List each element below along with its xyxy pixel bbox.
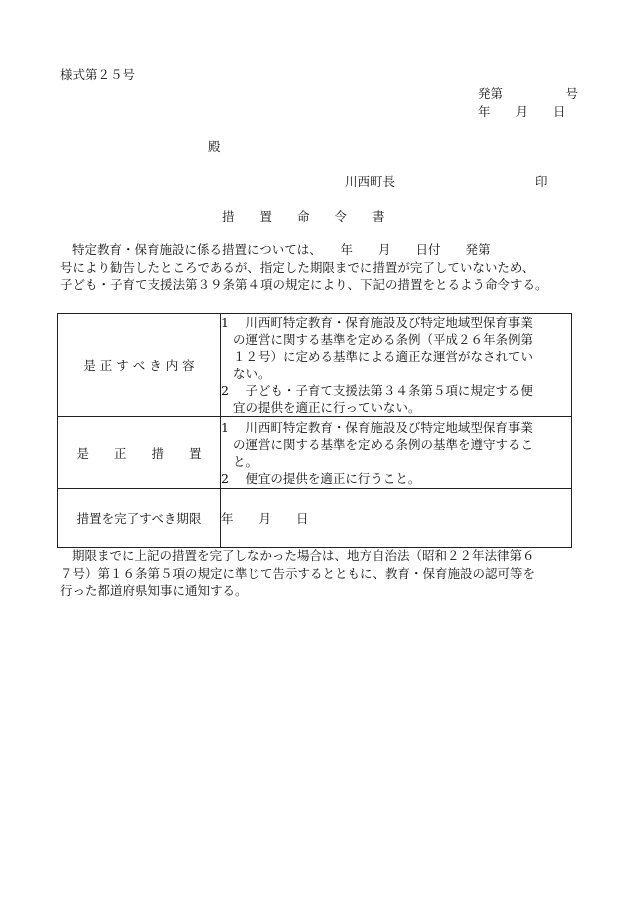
addressee-suffix: 殿 bbox=[208, 139, 221, 154]
footer-paragraph bbox=[60, 547, 580, 600]
issue-date: 年 月 日 bbox=[478, 104, 566, 119]
correction-measures-cell bbox=[221, 417, 572, 489]
table-row bbox=[58, 314, 572, 417]
footer-line: ７号）第１６条第５項の規定に準じて告示するとともに、教育・保育施設の認可等を bbox=[60, 565, 536, 581]
body-line: 子ども・子育て支援法第３９条第４項の規定により、下記の措置をとるよう命令する。 bbox=[60, 277, 548, 292]
footer-line: 期限までに上記の措置を完了しなかった場合は、地方自治法（昭和２２年法律第６ bbox=[72, 548, 535, 563]
body-line: 号により勧告したところであるが、指定した期限までに措置が完了していないため、 bbox=[60, 259, 535, 275]
form-number: 様式第２５号 bbox=[60, 67, 136, 82]
seal-mark: 印 bbox=[535, 174, 548, 189]
correction-content-cell bbox=[221, 314, 572, 417]
list-item: 2 便宜の提供を適正に行うこと。 bbox=[221, 470, 421, 486]
measures-table bbox=[57, 313, 572, 548]
body-paragraph bbox=[60, 241, 580, 294]
body-line: 特定教育・保育施設に係る措置については、 年 月 日付 発第 bbox=[72, 242, 491, 257]
issuer-name: 川西町長 bbox=[345, 174, 396, 189]
document-title: 措 置 命 令 書 bbox=[222, 209, 385, 224]
correction-measures-label: 是 正 措 置 bbox=[58, 417, 221, 489]
deadline-value: 年 月 日 bbox=[221, 489, 572, 548]
table-row bbox=[58, 417, 572, 489]
list-item: 1 川西町特定教育・保育施設及び特定地域型保育事業 の運営に関する基準を定める条例（平成２６年条例第 １２号）に定める基準による適正な運営がなされてい ない。 bbox=[221, 315, 534, 381]
deadline-label: 措置を完了すべき期限 bbox=[58, 489, 221, 548]
table-row bbox=[58, 489, 572, 548]
footer-line: 行った都道府県知事に通知する。 bbox=[60, 583, 248, 598]
correction-content-label: 是 正 す べ き 内 容 bbox=[58, 314, 221, 417]
issue-number: 発第 号 bbox=[478, 86, 579, 101]
list-item: 2 子ども・子育て支援法第３４条第５項に規定する便 宜の提供を適正に行っていない。 bbox=[221, 383, 533, 415]
list-item: 1 川西町特定教育・保育施設及び特定地域型保育事業 の運営に関する基準を定める条例の基準を遵守するこ と。 bbox=[221, 419, 534, 469]
